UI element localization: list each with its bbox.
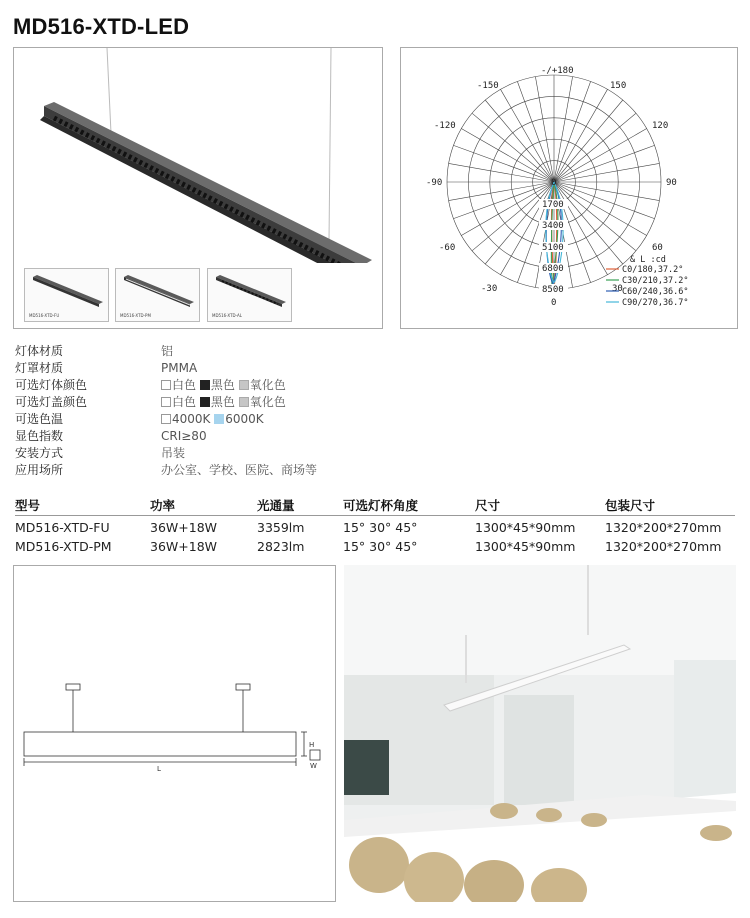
thumbnail-al-image [208,269,291,309]
header-angle: 可选灯杯角度 [343,498,419,513]
legend-c0: C0/180,37.2° [622,265,684,275]
thumbnail-pm-image [116,269,199,309]
angle-label-30: 30 [612,284,623,294]
page-title: MD516-XTD-LED [13,14,190,39]
width-label: W [310,762,317,770]
angle-label-90: 90 [666,178,677,188]
header-size: 尺寸 [475,498,501,513]
black-swatch-icon [200,380,210,390]
radial-label: 1700 [542,200,564,210]
angle-label-0: 0 [551,298,557,308]
black-swatch-icon [200,397,210,407]
blue-swatch-icon [214,414,224,424]
thumbnail-fu[interactable] [24,268,109,322]
legend-c60: C60/240,36.6° [622,287,689,297]
polar-diagram [401,48,737,328]
white-swatch-icon [161,380,171,390]
main-product-illustration [14,48,382,263]
angle-label-150: 150 [610,81,627,91]
thumbnail-al[interactable] [207,268,292,322]
thumbnail-pm[interactable] [115,268,200,322]
header-package: 包装尺寸 [605,498,656,513]
length-label: L [157,765,161,773]
radial-label: 3400 [542,221,564,231]
thumbnail-caption: MD516-XTD-FU [29,313,60,318]
thumbnail-caption: MD516-XTD-AL [212,313,242,318]
angle-label-neg90: -90 [426,178,443,188]
radial-label: 6800 [542,264,564,274]
radial-label: 8500 [542,285,564,295]
thumbnail-caption: MD516-XTD-PM [120,313,151,318]
office-scene [344,565,736,902]
application-photo [344,565,736,902]
radial-label: 5100 [542,243,564,253]
header-model: 型号 [15,498,41,513]
angle-label-neg150: -150 [477,81,499,91]
dimension-drawing [14,566,335,901]
legend-c30: C30/210,37.2° [622,276,689,286]
angle-label-neg120: -120 [434,121,456,131]
angle-label-60: 60 [652,243,663,253]
angle-label-neg30: -30 [481,284,498,294]
unit-label: & L :cd [630,255,666,265]
legend-c90: C90/270,36.7° [622,298,689,308]
height-label: H [309,741,315,749]
light-distribution-panel [400,47,738,329]
angle-label-180: -/+180 [541,66,574,76]
oxide-swatch-icon [239,397,249,407]
white-swatch-icon [161,397,171,407]
center-label: 0 [551,178,557,188]
product-image-panel [13,47,383,329]
angle-label-120: 120 [652,121,669,131]
angle-label-neg60: -60 [439,243,456,253]
dimension-drawing-panel [13,565,336,902]
thumbnail-fu-image [25,269,108,309]
header-flux: 光通量 [257,498,295,513]
white-swatch-icon [161,414,171,424]
table-divider [15,515,735,516]
header-power: 功率 [150,498,176,513]
oxide-swatch-icon [239,380,249,390]
